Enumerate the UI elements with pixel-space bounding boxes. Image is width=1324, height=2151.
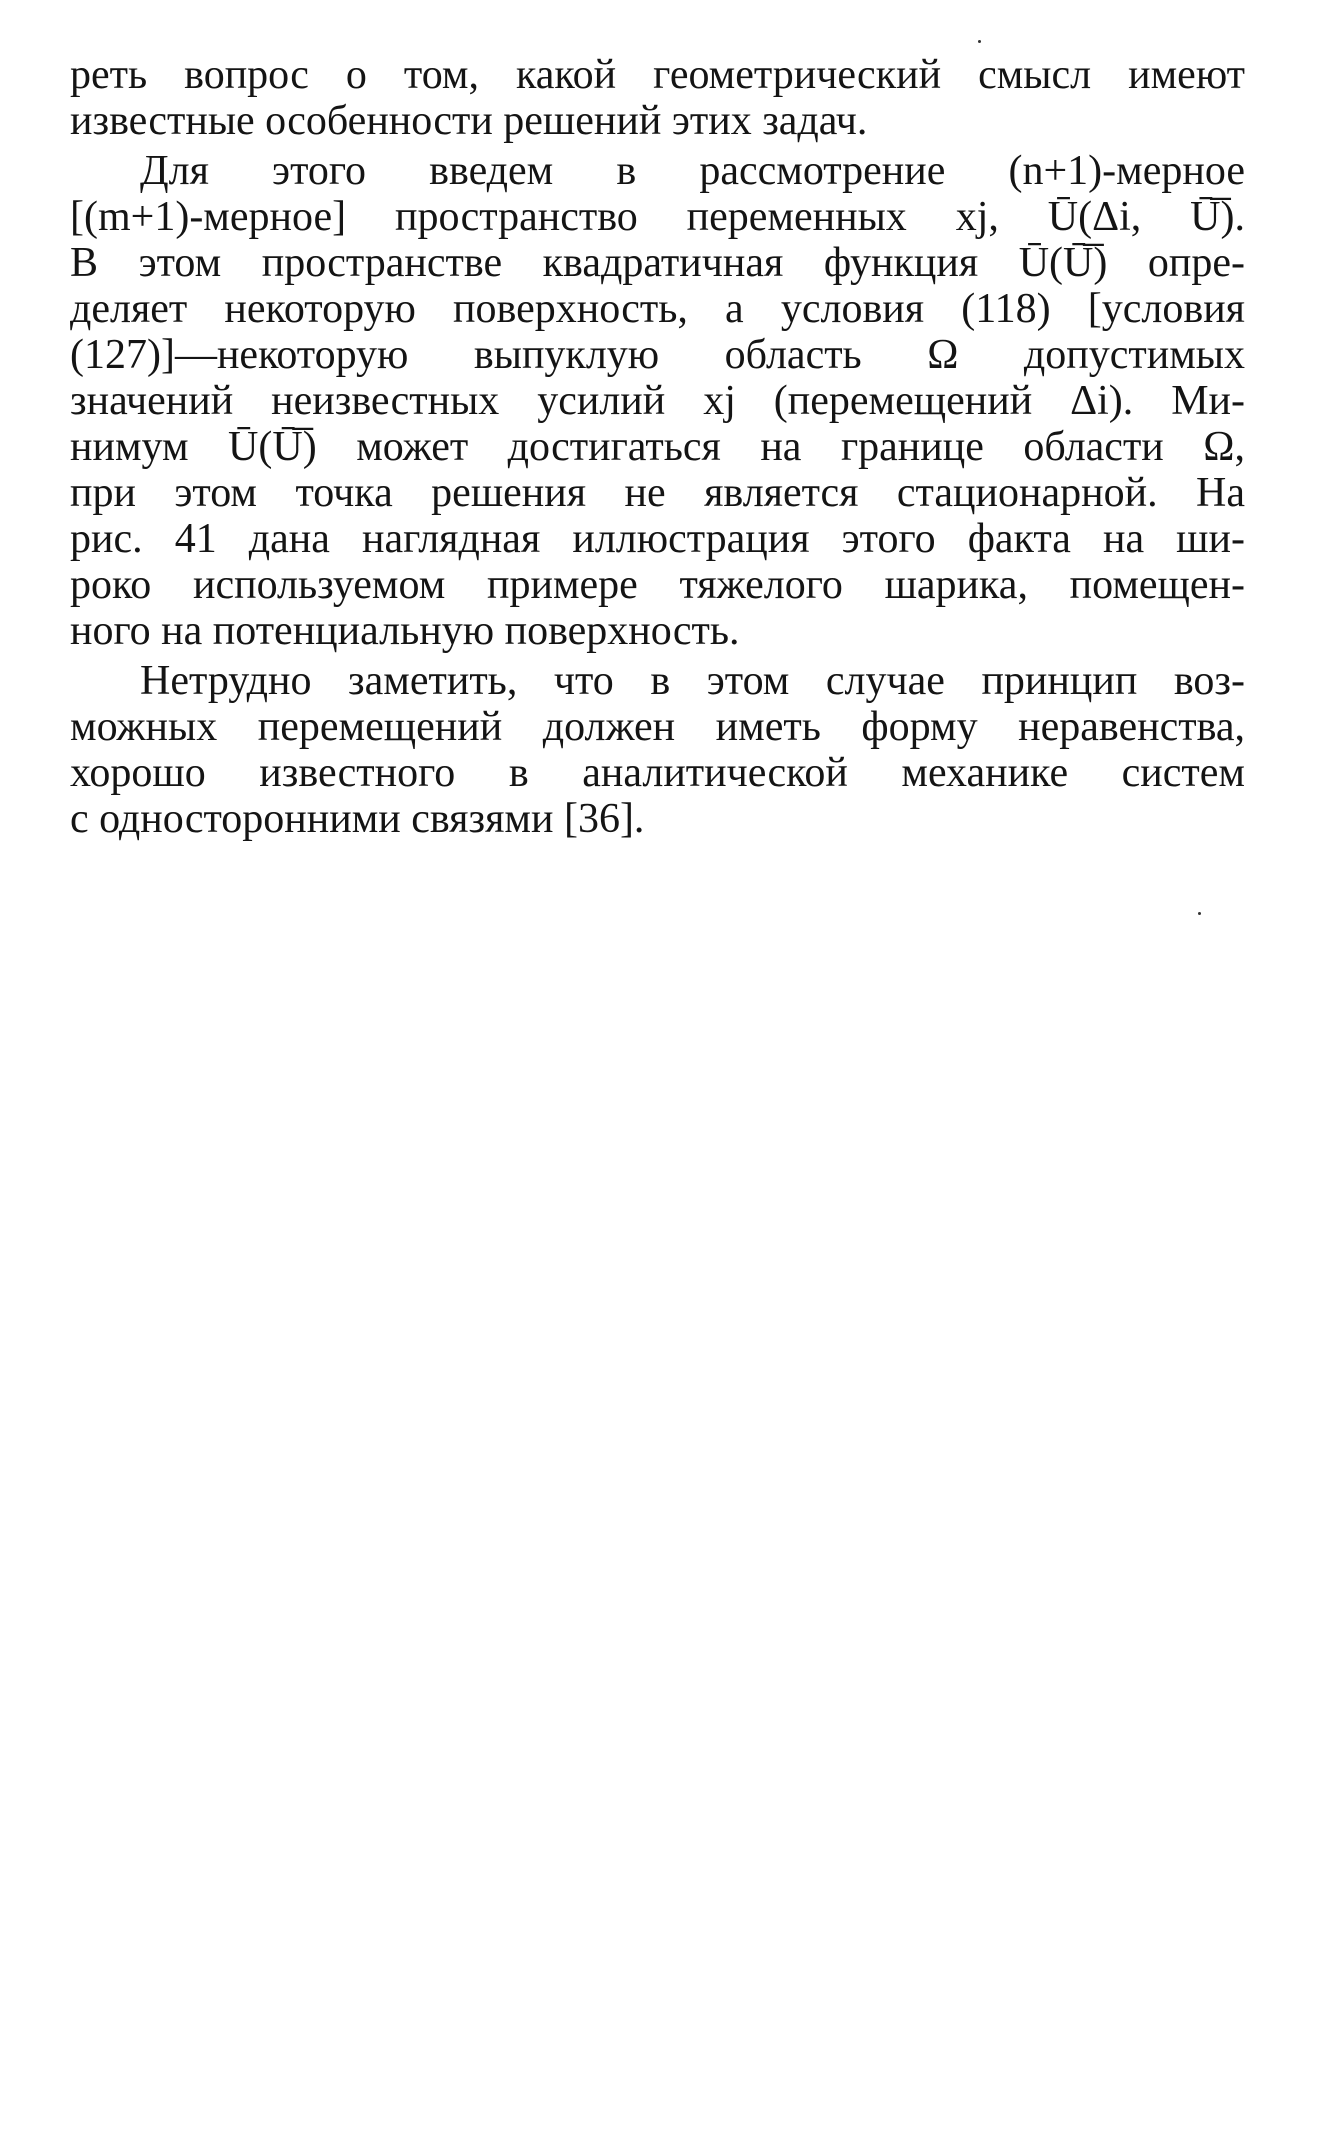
text-line: с односторонними связями [36]. [70, 796, 645, 842]
text-line: Нетрудно заметить, что в этом случае принцип воз- [140, 658, 1245, 704]
text-line: рис. 41 дана наглядная иллюстрация этого факта на ши- [70, 516, 1245, 562]
text-line: В этом пространстве квадратичная функция Ū(Ū̅) опре- [70, 240, 1245, 286]
scan-speck [978, 40, 981, 43]
text-line: значений неизвестных усилий xj (перемещений Δi). Ми- [70, 378, 1245, 424]
text-line: можных перемещений должен иметь форму неравенства, [70, 704, 1245, 750]
paragraph-extremum-geometry [70, 148, 1245, 654]
paragraph-virtual-displacements [70, 658, 1245, 842]
text-line: деляет некоторую поверхность, а условия (118) [условия [70, 286, 1245, 332]
paragraph-continuation [70, 52, 1245, 144]
scan-speck [1198, 912, 1201, 915]
text-line: [(m+1)-мерное] пространство переменных xj, Ū(Δi, Ū̅). [70, 194, 1245, 240]
text-line: при этом точка решения не является стационарной. На [70, 470, 1245, 516]
text-line: (127)]—некоторую выпуклую область Ω допустимых [70, 332, 1245, 378]
text-line: роко используемом примере тяжелого шарика, помещен- [70, 562, 1245, 608]
text-line: нимум Ū(Ū̅) может достигаться на границе области Ω, [70, 424, 1245, 470]
text-line: известные особенности решений этих задач. [70, 98, 868, 144]
text-line: ного на потенциальную поверхность. [70, 608, 740, 654]
text-line: хорошо известного в аналитической механике систем [70, 750, 1245, 796]
text-line: реть вопрос о том, какой геометрический смысл имеют [70, 52, 1245, 98]
page-text [70, 52, 1245, 842]
text-line: Для этого введем в рассмотрение (n+1)-мерное [140, 148, 1245, 194]
